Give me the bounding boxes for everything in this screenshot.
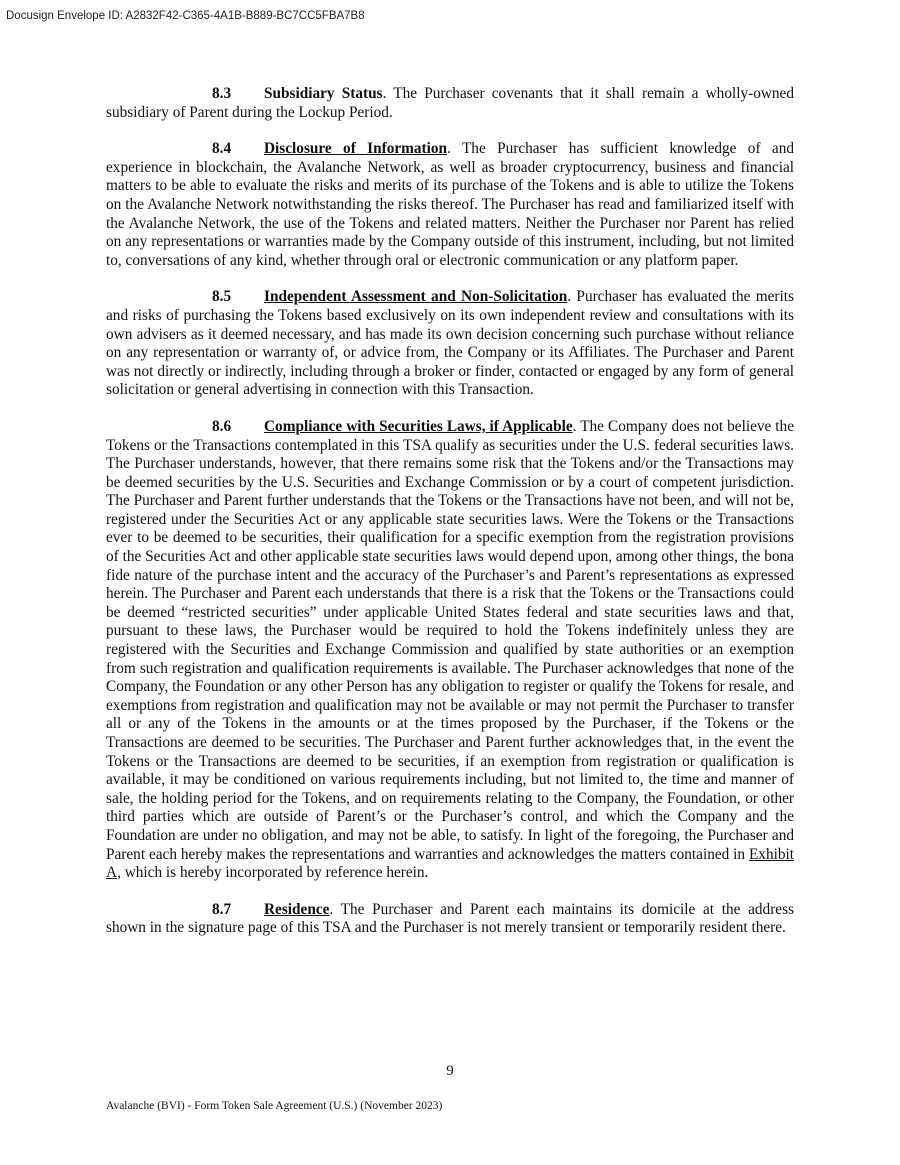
section-8-5: [106, 288, 794, 400]
section-8-7: [106, 901, 794, 938]
page-number: 9: [446, 1063, 454, 1079]
envelope-id: Docusign Envelope ID: A2832F42-C365-4A1B-B889-BC7CC5FBA7B8: [6, 10, 365, 22]
section-text: . The Company does not believe the Tokens or the Transactions contemplated in this TSA qualify as securities under the U.S. federal securities laws. The Purchaser understands, however, that there remains some risk that the Tokens and/or the Transactions may be deemed securities by the U.S. Securities and Exchange Commission or by a court of competent jurisdiction. The Purchaser and Parent further understands that the Tokens or the Transactions have not been, and will not be, registered under the Securities Act or any applicable state securities laws. Were the Tokens or the Transactions ever to be deemed to be securities, their qualification for a specific exemption from the registration provisions of the Securities Act and other applicable state securities laws would depend upon, among other things, the bona fide nature of the purchase intent and the accuracy of the Purchaser’s and Parent’s representations as expressed herein. The Purchaser and Parent each understands that there is a risk that the Tokens or the Transactions could be deemed “restricted securities” under applicable United States federal and state securities laws and that, pursuant to these laws, the Purchaser would be required to hold the Tokens indefinitely unless they are registered with the Securities and Exchange Commission and qualified by state authorities or an exemption from such registration and qualification requirements is available. The Purchaser acknowledges that none of the Company, the Foundation or any other Person has any obligation to register or qualify the Tokens for resale, and exemptions from registration and qualification may not be available or may not permit the Purchaser to transfer all or any of the Tokens in the amounts or at the times proposed by the Purchaser, if the Tokens or the Transactions are deemed to be securities. The Purchaser and Parent further acknowledges that, in the event the Tokens or the Transactions are deemed to be securities, if an exemption from registration or qualification is available, it may be conditioned on various requirements including, but not limited to, the time and manner of sale, the holding period for the Tokens, and on requirements relating to the Company, the Foundation, or other third parties which are outside of Parent’s or the Purchaser’s control, and which the Company and the Foundation are under no obligation, and may not be able, to satisfy. In light of the foregoing, the Purchaser and Parent each hereby makes the representations and warranties and acknowledges the matters contained in: [106, 417, 795, 863]
section-number: 8.5: [212, 288, 232, 306]
section-number: 8.7: [212, 900, 232, 918]
section-number: 8.4: [212, 140, 232, 158]
section-heading: Subsidiary Status: [264, 85, 383, 102]
section-text: . The Purchaser has sufficient knowledge of and experience in blockchain, the Avalanche Network, as well as broader cryptocurrency, business and financial matters to be able to evaluate the risks and merits of its purchase of the Tokens and is able to utilize the Tokens on the Avalanche Network notwithstanding the risks thereof. The Purchaser has read and familiarized itself with the Avalanche Network, the use of the Tokens and related matters. Neither the Purchaser nor Parent has relied on any representations or warranties made by the Company outside of this instrument, including, but not limited to, conversations of any kind, whether through oral or electronic communication or any platform paper.: [106, 140, 794, 269]
section-heading: Independent Assessment and Non-Solicitation: [264, 288, 568, 306]
section-heading: Disclosure of Information: [264, 140, 448, 158]
exhibit-a-reference: Exhibit A: [106, 845, 794, 882]
section-number: 8.3: [212, 85, 232, 102]
section-text: . The Purchaser covenants that it shall remain a wholly-owned subsidiary of Parent during the Lockup Period.: [106, 85, 794, 121]
document-body: [106, 85, 794, 956]
section-8-4: [106, 140, 794, 270]
section-number: 8.6: [212, 417, 232, 435]
section-text: . The Purchaser and Parent each maintains its domicile at the address shown in the signature page of this TSA and the Purchaser is not merely transient or temporarily resident there.: [106, 900, 794, 937]
section-8-3: [106, 85, 794, 122]
section-heading: Compliance with Securities Laws, if Applicable: [264, 417, 573, 435]
section-text: . Purchaser has evaluated the merits and risks of purchasing the Tokens based exclusively on its own independent review and consultations with its own advisers as it deemed necessary, and has made its own decision concerning such purchase without reliance on any representation or warranty of, or advice from, the Company or its Affiliates. The Purchaser and Parent was not directly or indirectly, including through a broker or finder, contacted or engaged by any form of general solicitation or general advertising in connection with this Transaction.: [106, 288, 794, 399]
section-8-6: [106, 418, 794, 883]
section-text-end: , which is hereby incorporated by reference herein.: [117, 864, 429, 882]
page-footer: Avalanche (BVI) - Form Token Sale Agreement (U.S.) (November 2023): [106, 1100, 443, 1112]
section-heading: Residence: [264, 900, 330, 918]
